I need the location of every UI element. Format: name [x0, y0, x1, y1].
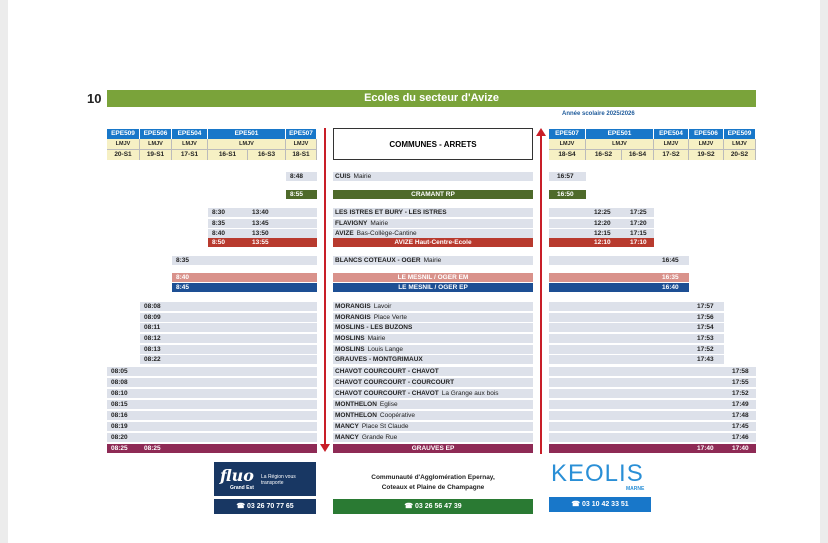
- days-cell-right: LMJV: [654, 139, 689, 149]
- departure-time-right: 17:54: [697, 324, 714, 331]
- stop-commune: MOSLINS: [335, 335, 365, 342]
- departure-time-right: 16:57: [557, 173, 574, 180]
- highlight-band-left: [172, 273, 317, 282]
- stop-name: [333, 313, 533, 322]
- route-header-right: EPE506: [689, 129, 724, 139]
- stop-name: [333, 422, 533, 431]
- route-header-right: EPE501: [586, 129, 654, 139]
- departure-time-left: 08:16: [111, 412, 128, 419]
- departure-time-left: 08:20: [111, 434, 128, 441]
- course-code-left: 17-S1: [172, 149, 208, 160]
- departure-time-right: 17:53: [697, 335, 714, 342]
- stop-commune: AVIZE: [335, 230, 354, 237]
- departure-time-right: 17:43: [697, 356, 714, 363]
- stop-name: AVIZE Haut-Centre-Ecole: [394, 239, 472, 246]
- departure-time-left: 8:35: [176, 257, 190, 264]
- departure-time-left: 8:40: [176, 274, 190, 281]
- route-header-left: EPE501: [208, 129, 286, 139]
- departure-time-right: 17:49: [732, 401, 749, 408]
- departure-time-left: 8:50: [212, 239, 226, 246]
- departure-time-left: 08:09: [144, 314, 161, 321]
- departure-time-left: 8:30: [212, 209, 226, 216]
- course-code-right: 19-S2: [689, 149, 724, 160]
- departure-time-right: 17:48: [732, 412, 749, 419]
- departure-time-left: 8:45: [176, 284, 190, 291]
- row-band-right: [549, 367, 756, 376]
- departure-time-right: 17:45: [732, 423, 749, 430]
- row-band-left: [107, 422, 317, 431]
- stop-detail: La Grange aux bois: [441, 390, 499, 397]
- stop-commune: MORANGIS: [335, 303, 371, 310]
- stop-name: CHAVOT COURCOURT - CHAVOT: [335, 368, 439, 375]
- stop-detail: Bas-Collège-Cantine: [356, 230, 417, 237]
- row-band-left: [140, 345, 317, 354]
- course-code-right: 17-S2: [654, 149, 689, 160]
- stop-name: [333, 302, 533, 311]
- page-title: Ecoles du secteur d'Avize: [107, 90, 756, 107]
- row-band-right: [549, 433, 756, 442]
- stop-commune: MONTHELON: [335, 401, 377, 408]
- stop-commune: MONTHELON: [335, 412, 377, 419]
- direction-line-down: [324, 128, 326, 446]
- course-code-left: 16-S3: [248, 149, 286, 160]
- agglo-text-2: Coteaux et Plaine de Champagne: [381, 484, 485, 491]
- days-cell-right: LMJV: [586, 139, 654, 149]
- fluo-sub: Grand Est: [230, 485, 254, 491]
- row-band-left: [172, 256, 317, 265]
- course-code-left: 19-S1: [140, 149, 172, 160]
- departure-time-right: 16:40: [662, 284, 679, 291]
- page-number: 10: [87, 91, 102, 106]
- stop-detail: Louis Lange: [367, 346, 404, 353]
- stop-name: [333, 229, 533, 238]
- departure-time-left: 8:35: [212, 220, 226, 227]
- stop-commune: MORANGIS: [335, 314, 371, 321]
- timetable-page: [8, 0, 820, 543]
- row-band-left: [107, 378, 317, 387]
- stop-detail: Place Verte: [373, 314, 407, 321]
- stop-name: [333, 345, 533, 354]
- departure-time-left: 13:40: [252, 209, 269, 216]
- departure-time-left: 08:10: [111, 390, 128, 397]
- stop-commune: BLANCS COTEAUX - OGER: [335, 257, 421, 264]
- stop-name: [333, 433, 533, 442]
- days-cell-left: LMJV: [208, 139, 286, 149]
- departure-time-right: 17:52: [697, 346, 714, 353]
- route-header-left: EPE504: [172, 129, 208, 139]
- stop-name: [333, 389, 533, 398]
- row-band-right: [549, 422, 756, 431]
- stop-name: [333, 172, 533, 181]
- departure-time-left: 08:11: [144, 324, 161, 331]
- departure-time-right: 12:15: [594, 230, 611, 237]
- row-band-left: [140, 302, 317, 311]
- departure-time-right: 12:25: [594, 209, 611, 216]
- stop-name: CRAMANT RP: [411, 191, 455, 198]
- departure-time-right: 16:35: [662, 274, 679, 281]
- row-band-left: [107, 400, 317, 409]
- departure-time-right: 17:52: [732, 390, 749, 397]
- row-band-left: [107, 411, 317, 420]
- school-year: Année scolaire 2025/2026: [562, 111, 635, 117]
- stop-commune: CUIS: [335, 173, 351, 180]
- departure-time-left: 8:40: [212, 230, 226, 237]
- stop-name: [333, 219, 533, 228]
- row-band-left: [140, 313, 317, 322]
- departure-time-left: 13:45: [252, 220, 269, 227]
- row-band-left: [107, 389, 317, 398]
- course-code-right: 20-S2: [724, 149, 756, 160]
- departure-time-left: 08:08: [111, 379, 128, 386]
- row-band-left: [140, 323, 317, 332]
- course-code-left: 18-S1: [286, 149, 317, 160]
- departure-time-right: 17:46: [732, 434, 749, 441]
- departure-time-right: 17:40: [732, 445, 749, 452]
- arrow-up-icon: [536, 128, 546, 136]
- departure-time-right: 17:40: [697, 445, 714, 452]
- departure-time-left: 08:25: [144, 445, 161, 452]
- departure-time-right: 17:56: [697, 314, 714, 321]
- course-code-right: 16-S2: [586, 149, 622, 160]
- route-header-left: EPE506: [140, 129, 172, 139]
- stop-name: CHAVOT COURCOURT - COURCOURT: [335, 379, 455, 386]
- stop-name: [333, 411, 533, 420]
- days-cell-right: LMJV: [724, 139, 756, 149]
- stop-detail: Grande Rue: [361, 434, 398, 441]
- highlight-band-left: [172, 283, 317, 292]
- departure-time-right: 17:20: [630, 220, 647, 227]
- agglo-phone: ☎ 03 26 56 47 39: [333, 499, 533, 514]
- stop-name: [333, 256, 533, 265]
- course-code-right: 16-S4: [622, 149, 654, 160]
- departure-time-left: 13:50: [252, 230, 269, 237]
- departure-time-left: 08:12: [144, 335, 161, 342]
- stop-name: MOSLINS - LES BUZONS: [335, 324, 413, 331]
- highlight-band-left: [107, 444, 317, 453]
- stop-detail: Mairie: [370, 220, 389, 227]
- route-header-left: EPE507: [286, 129, 317, 139]
- departure-time-left: 08:25: [111, 445, 128, 452]
- route-header-right: EPE507: [549, 129, 586, 139]
- row-band-left: [140, 334, 317, 343]
- arrow-down-icon: [320, 444, 330, 452]
- departure-time-right: 17:57: [697, 303, 714, 310]
- stop-name: LE MESNIL / OGER EP: [398, 284, 468, 291]
- row-band-left: [140, 355, 317, 364]
- departure-time-right: 17:15: [630, 230, 647, 237]
- stops-header: COMMUNES - ARRETS: [333, 128, 533, 160]
- departure-time-left: 08:22: [144, 356, 161, 363]
- fluo-tagline: La Région vous transporte: [261, 474, 296, 486]
- days-cell-left: LMJV: [107, 139, 140, 149]
- stop-commune: MOSLINS: [335, 346, 365, 353]
- route-header-left: EPE509: [107, 129, 140, 139]
- stop-detail: Eglise: [379, 401, 398, 408]
- stop-detail: Mairie: [423, 257, 442, 264]
- departure-time-left: 8:48: [290, 173, 304, 180]
- keolis-phone: ☎ 03 10 42 33 51: [549, 497, 651, 512]
- departure-time-right: 12:20: [594, 220, 611, 227]
- stop-commune: CHAVOT COURCOURT - CHAVOT: [335, 390, 439, 397]
- agglo-text-1: Communauté d'Agglomération Epernay,: [371, 474, 495, 481]
- row-band-left: [107, 433, 317, 442]
- departure-time-left: 8:55: [290, 191, 304, 198]
- stop-detail: Mairie: [353, 173, 372, 180]
- departure-time-left: 08:15: [111, 401, 128, 408]
- days-cell-left: LMJV: [172, 139, 208, 149]
- stop-commune: FLAVIGNY: [335, 220, 368, 227]
- stop-name: [333, 400, 533, 409]
- keolis-logo: KEOLIS: [551, 460, 644, 487]
- stop-commune: MANCY: [335, 423, 359, 430]
- departure-time-right: 16:45: [662, 257, 679, 264]
- course-code-right: 18-S4: [549, 149, 586, 160]
- row-band-right: [549, 378, 756, 387]
- days-cell-left: LMJV: [140, 139, 172, 149]
- departure-time-left: 08:19: [111, 423, 128, 430]
- stop-name: LES ISTRES ET BURY - LES ISTRES: [335, 209, 447, 216]
- departure-time-right: 17:58: [732, 368, 749, 375]
- days-cell-right: LMJV: [549, 139, 586, 149]
- fluo-phone: ☎ 03 26 70 77 65: [214, 499, 316, 514]
- departure-time-right: 16:50: [557, 191, 574, 198]
- departure-time-left: 08:08: [144, 303, 161, 310]
- stop-name: GRAUVES EP: [411, 445, 455, 452]
- days-cell-right: LMJV: [689, 139, 724, 149]
- route-header-right: EPE504: [654, 129, 689, 139]
- fluo-logo: fluo: [220, 466, 254, 485]
- direction-line-up: [540, 136, 542, 454]
- keolis-sub: MARNE: [626, 486, 645, 492]
- departure-time-right: 12:10: [594, 239, 611, 246]
- row-band-left: [107, 367, 317, 376]
- stop-detail: Place St Claude: [361, 423, 409, 430]
- departure-time-right: 17:55: [732, 379, 749, 386]
- departure-time-left: 13:55: [252, 239, 269, 246]
- highlight-band-right: [549, 444, 756, 453]
- stop-name: LE MESNIL / OGER EM: [397, 274, 469, 281]
- stop-name: GRAUVES - MONTGRIMAUX: [335, 356, 423, 363]
- departure-time-left: 08:13: [144, 346, 161, 353]
- departure-time-right: 17:10: [630, 239, 647, 246]
- course-code-left: 16-S1: [208, 149, 248, 160]
- row-band-right: [549, 400, 756, 409]
- stop-name: [333, 334, 533, 343]
- stop-detail: Lavoir: [373, 303, 392, 310]
- departure-time-right: 17:25: [630, 209, 647, 216]
- stop-commune: MANCY: [335, 434, 359, 441]
- departure-time-left: 08:05: [111, 368, 128, 375]
- stop-detail: Coopérative: [379, 412, 415, 419]
- row-band-right: [549, 411, 756, 420]
- row-band-right: [549, 389, 756, 398]
- days-cell-left: LMJV: [286, 139, 317, 149]
- route-header-right: EPE509: [724, 129, 756, 139]
- course-code-left: 20-S1: [107, 149, 140, 160]
- stop-detail: Mairie: [367, 335, 386, 342]
